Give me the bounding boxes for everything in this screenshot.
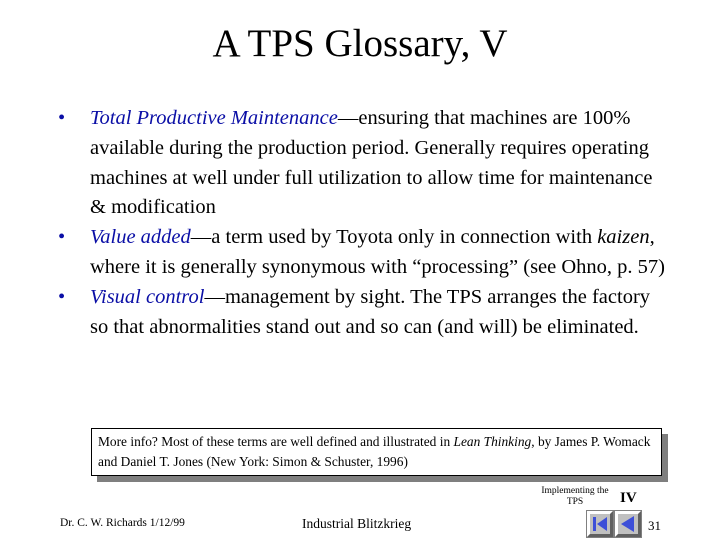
first-slide-icon bbox=[586, 510, 614, 538]
glossary-term: Total Productive Maintenance bbox=[90, 107, 338, 129]
more-info-box bbox=[91, 428, 662, 476]
glossary-definition-cont: , where it is generally synonymous with “processing” (see Ohno, p. 57) bbox=[90, 226, 666, 278]
author-date: Dr. C. W. Richards 1/12/99 bbox=[60, 517, 185, 529]
back-slide-button[interactable] bbox=[614, 510, 642, 538]
glossary-item-tpm bbox=[58, 104, 668, 223]
bullet-dot-icon: • bbox=[58, 107, 66, 129]
more-info-text-cont: , by James P. Womack and Daniel T. Jones (New York: Simon & Schuster, 1996) bbox=[98, 434, 651, 469]
section-number: IV bbox=[620, 490, 637, 506]
bullet-dot-icon: • bbox=[58, 285, 66, 308]
glossary-definition: —management by sight. The TPS arranges the factory so that abnormalities stand out and so can (and will) be eliminated. bbox=[90, 285, 651, 338]
slide-title: A TPS Glossary, V bbox=[212, 22, 508, 65]
first-slide-button[interactable] bbox=[586, 510, 614, 538]
glossary-italic-word: kaizen bbox=[597, 226, 650, 249]
glossary-definition: —ensuring that machines are 100% available during the production period. Generally requires operating machines at well under full utilization to allow time for maintenance & modification bbox=[90, 107, 653, 219]
section-link-implementing[interactable]: Implementing the TPS bbox=[541, 486, 609, 507]
glossary-term: Visual control bbox=[90, 285, 205, 308]
glossary-list bbox=[58, 104, 668, 342]
book-title: Lean Thinking bbox=[453, 434, 532, 449]
back-slide-icon bbox=[614, 510, 642, 538]
glossary-item-value-added bbox=[58, 223, 668, 283]
glossary-definition: —a term used by Toyota only in connection with bbox=[190, 226, 598, 249]
glossary-item-visual-control bbox=[58, 283, 668, 343]
page-number: 31 bbox=[648, 518, 661, 533]
bullet-dot-icon: • bbox=[58, 226, 66, 249]
more-info-text: More info? Most of these terms are well defined and illustrated in bbox=[98, 434, 454, 449]
presentation-title: Industrial Blitzkrieg bbox=[302, 516, 412, 531]
glossary-term: Value added bbox=[90, 226, 191, 249]
